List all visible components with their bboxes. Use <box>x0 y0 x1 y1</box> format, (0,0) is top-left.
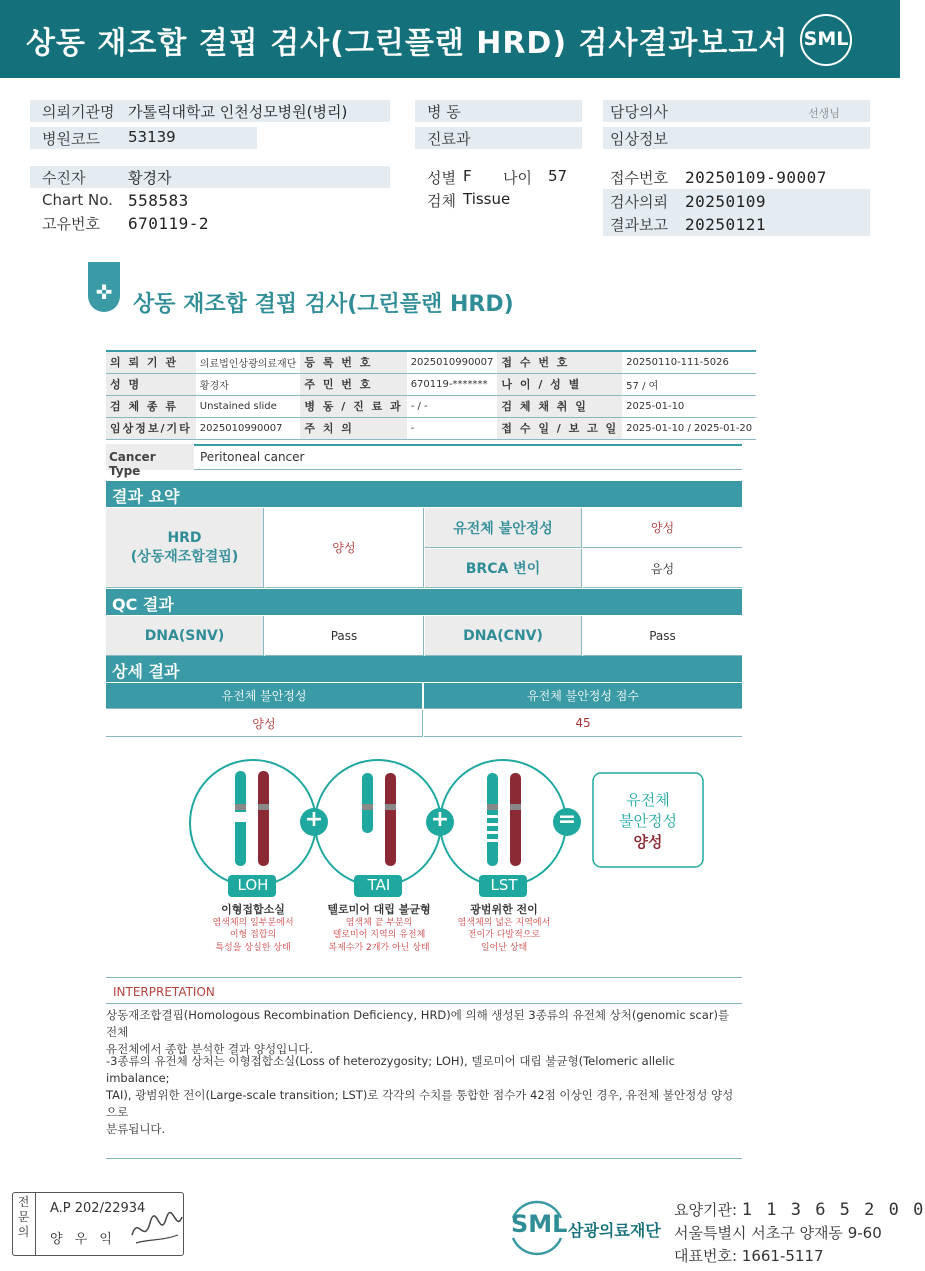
qc-band: QC 결과 <box>106 589 742 615</box>
lst-title: 광범위한 전이 <box>470 903 538 916</box>
patient-label: 수진자 <box>42 169 86 187</box>
phone-label: 대표번호: <box>674 1247 738 1265</box>
footer-brand-name: 삼광의료재단 <box>568 1221 661 1240</box>
patient-value: 황경자 <box>128 169 172 187</box>
loh-desc: 이형 접합의 <box>229 930 277 940</box>
result-box-text <box>593 790 703 853</box>
loh-desc: 특성을 상실한 상태 <box>215 942 291 953</box>
lst-desc: 염색체의 넓은 지역에서 <box>457 917 551 928</box>
result-line1: 유전체 <box>626 791 670 809</box>
interpretation-bottom-divider <box>106 1158 742 1159</box>
sml-logo-text: SML <box>803 28 849 50</box>
table-key-cell: 검 체 채 취 일 <box>497 395 622 417</box>
interp-line: 상동재조합결핍(Homologous Recombination Deficiency, HRD)에 의해 생성된 3종류의 유전체 상처(genomic scar)를 전체 <box>106 1008 730 1039</box>
table-value-cell: Unstained slide <box>196 395 301 417</box>
cancer-type-value: Peritoneal cancer <box>200 450 305 464</box>
table-value-cell: 의료법인상광의료재단 <box>196 351 301 373</box>
table-key-cell: 성 명 <box>106 373 196 395</box>
org-code-line <box>674 1199 925 1220</box>
summary-band: 결과 요약 <box>106 481 742 507</box>
tai-tag: TAI <box>367 876 391 894</box>
loh-caption <box>183 904 323 954</box>
hrd-label: HRD <box>167 529 202 546</box>
detail-band: 상세 결과 <box>106 656 742 682</box>
address: 서울특별시 서초구 양재동 9-60 <box>674 1224 882 1242</box>
org-code-value: 1 1 3 6 5 2 0 0 <box>741 1200 925 1220</box>
table-row <box>106 395 756 417</box>
table-value-cell: 670119-******* <box>407 373 498 395</box>
tai-circle <box>315 760 441 886</box>
snv-value: Pass <box>265 616 424 656</box>
patient-detail-table <box>106 350 756 440</box>
loh-tag: LOH <box>237 876 269 894</box>
lst-circle <box>440 760 566 886</box>
table-key-cell: 등 록 번 호 <box>300 351 406 373</box>
plus-sign: + <box>430 807 450 832</box>
receipt-label: 접수번호 <box>610 169 668 187</box>
ward-label: 병 동 <box>427 103 461 121</box>
detail-col1-value: 양성 <box>106 710 423 737</box>
detail-col1-header: 유전체 불안정성 <box>106 683 423 709</box>
table-key-cell: 접 수 번 호 <box>497 351 622 373</box>
table-row <box>106 373 756 395</box>
table-key-cell: 나 이 / 성 별 <box>497 373 622 395</box>
detail-col2-value: 45 <box>424 710 742 737</box>
cross-plus-icon: ✜ <box>95 280 113 304</box>
section-title: 상동 재조합 결핍 검사(그린플랜 HRD) <box>133 292 514 317</box>
table-key-cell: 의 뢰 기 관 <box>106 351 196 373</box>
interpretation-paragraph-2 <box>106 1053 742 1138</box>
stamp-name: 양 우 익 <box>50 1232 116 1247</box>
tai-desc: 복제수가 2개가 아닌 상태 <box>328 942 430 953</box>
lst-tag: LST <box>490 876 518 894</box>
lst-desc: 전이가 다발적으로 <box>467 930 541 940</box>
report-date-label: 결과보고 <box>610 216 668 234</box>
lst-chromosome-a <box>487 773 498 866</box>
interp-line: 분류됩니다. <box>106 1122 166 1136</box>
table-row <box>106 351 756 373</box>
age-label: 나이 <box>503 169 532 187</box>
loh-desc: 염색체의 일부분에서 <box>212 917 294 928</box>
table-value-cell: - <box>407 417 498 439</box>
unique-number-value: 670119-2 <box>128 214 210 233</box>
chart-value: 558583 <box>128 191 189 210</box>
hospital-code-value: 53139 <box>128 128 176 146</box>
equals-sign: = <box>557 807 577 832</box>
unique-number-label: 고유번호 <box>42 215 100 233</box>
tai-chromosome-b <box>385 773 396 866</box>
table-value-cell: 2025-01-10 / 2025-01-20 <box>622 417 756 439</box>
sex-value: F <box>463 167 472 185</box>
report-date-value: 20250121 <box>685 215 767 234</box>
stamp-side-label <box>12 1192 36 1256</box>
gi-value: 양성 <box>583 508 742 548</box>
plus-sign: + <box>304 807 324 832</box>
loh-chromosome-b <box>258 771 269 866</box>
table-value-cell: 2025010990007 <box>196 417 301 439</box>
table-value-cell: 2025010990007 <box>407 351 498 373</box>
table-key-cell: 접 수 일 / 보 고 일 <box>497 417 622 439</box>
footer-sml-text: SML <box>511 1210 568 1238</box>
tai-chromosome-a <box>362 773 373 833</box>
specimen-value: Tissue <box>463 190 511 208</box>
age-value: 57 <box>548 167 568 185</box>
interpretation-top-divider <box>106 977 742 978</box>
table-key-cell: 주 민 번 호 <box>300 373 406 395</box>
table-key-cell: 검 체 종 류 <box>106 395 196 417</box>
lst-desc: 일어난 상태 <box>480 942 528 953</box>
result-line2: 불안정성 <box>619 812 677 830</box>
department-label: 진료과 <box>427 130 471 148</box>
loh-title: 이형접합소실 <box>221 903 285 916</box>
table-key-cell: 임상정보/기타 <box>106 417 196 439</box>
table-value-cell: 20250110-111-5026 <box>622 351 756 373</box>
brca-label: BRCA 변이 <box>425 549 582 588</box>
hrd-sublabel: (상동재조합결핍) <box>130 548 239 565</box>
stamp-char: 의 <box>17 1225 30 1239</box>
receipt-value: 20250109-90007 <box>685 168 827 187</box>
interp-line: TAI), 광범위한 전이(Large-scale transition; LST)로 각각의 수치를 통합한 점수가 42점 이상인 경우, 유전체 불안정성 양성으로 <box>106 1088 734 1119</box>
tai-desc: 염색체 끝 부분의 <box>345 917 413 928</box>
brca-value: 음성 <box>583 549 742 588</box>
specimen-label: 검체 <box>427 192 456 210</box>
loh-circle <box>190 760 316 886</box>
tai-title: 텔로미어 대립 불균형 <box>327 903 431 916</box>
interp-line: 유전체에서 종합 분석한 결과 양성입니다. <box>106 1042 314 1056</box>
table-row <box>106 417 756 439</box>
interp-line: -3종류의 유전체 상처는 이형접합소실(Loss of heterozygosity; LOH), 텔로미어 대립 불균형(Telomeric allelic imbalance; <box>106 1054 675 1085</box>
cancer-type-label: Cancer Type <box>106 444 194 470</box>
snv-label: DNA(SNV) <box>106 616 264 656</box>
phone-value: 1661-5117 <box>741 1247 824 1265</box>
table-value-cell: - / - <box>407 395 498 417</box>
institution-label: 의뢰기관명 <box>42 103 115 121</box>
phone-line <box>674 1245 824 1266</box>
stamp-license: A.P 202/22934 <box>50 1201 146 1216</box>
cnv-label: DNA(CNV) <box>425 616 582 656</box>
tai-desc: 텔로미어 지역의 유전체 <box>332 930 426 940</box>
interpretation-paragraph-1 <box>106 1007 742 1058</box>
table-value-cell: 황경자 <box>196 373 301 395</box>
institution-value: 가톨릭대학교 인천성모병원(병리) <box>128 103 348 121</box>
sex-label: 성별 <box>427 169 456 187</box>
hrd-value: 양성 <box>265 508 424 588</box>
chart-label: Chart No. <box>42 191 113 209</box>
stamp-char: 문 <box>17 1210 30 1224</box>
org-code-label: 요양기관: <box>674 1201 738 1219</box>
lst-chromosome-b <box>510 773 521 866</box>
doctor-suffix: 선생님 <box>808 107 840 120</box>
tai-caption <box>309 904 449 954</box>
table-value-cell: 57 / 여 <box>622 373 756 395</box>
table-value-cell: 2025-01-10 <box>622 395 756 417</box>
lst-caption <box>434 904 574 954</box>
doctor-label: 담당의사 <box>610 103 668 121</box>
cnv-value: Pass <box>583 616 742 656</box>
request-value: 20250109 <box>685 192 767 211</box>
interpretation-title: INTERPRETATION <box>113 985 215 999</box>
table-key-cell: 병 동 / 진 료 과 <box>300 395 406 417</box>
signature-icon <box>128 1205 184 1249</box>
clinical-label: 임상정보 <box>610 130 668 148</box>
result-line3: 양성 <box>633 833 663 851</box>
request-label: 검사의뢰 <box>610 193 668 211</box>
report-title: 상동 재조합 결핍 검사(그린플랜 HRD) 검사결과보고서 <box>26 26 789 61</box>
hospital-code-label: 병원코드 <box>42 130 100 148</box>
interpretation-title-divider <box>106 1003 742 1004</box>
table-key-cell: 주 치 의 <box>300 417 406 439</box>
hrd-label-cell <box>106 508 264 588</box>
detail-col2-header: 유전체 불안정성 점수 <box>424 683 742 709</box>
gi-label: 유전체 불안정성 <box>425 508 582 548</box>
stamp-char: 전 <box>17 1195 30 1209</box>
